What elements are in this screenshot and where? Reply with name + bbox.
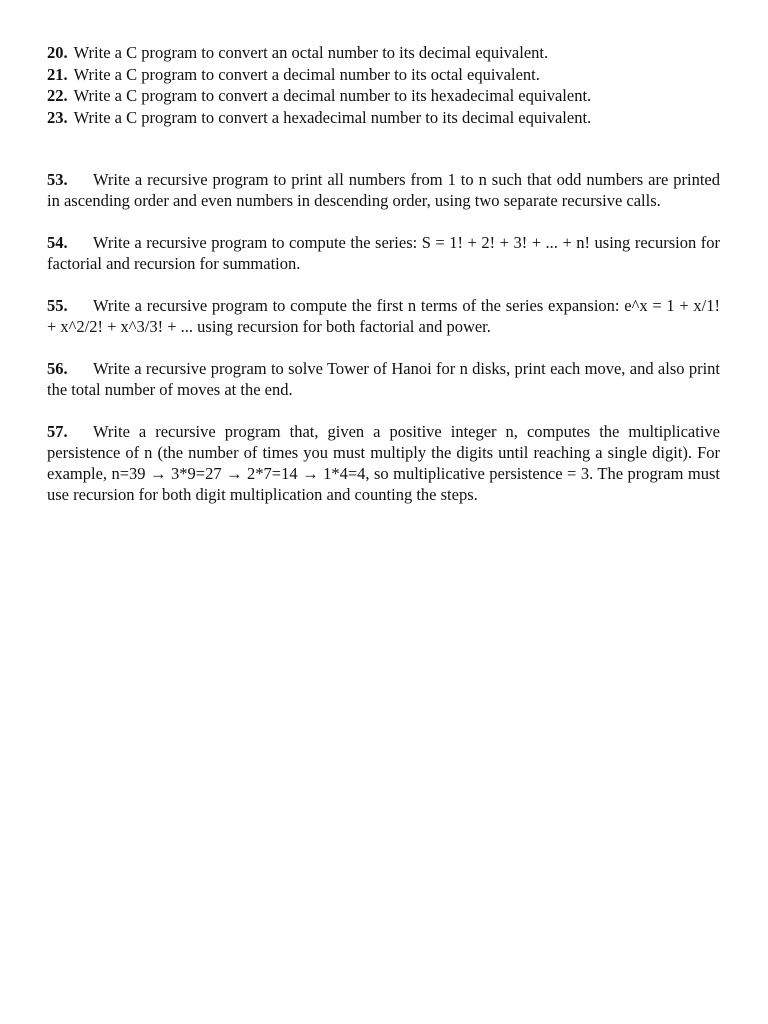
list-item: [47, 42, 720, 64]
item-text: Write a C program to convert an octal number to its decimal equivalent.: [73, 43, 549, 62]
problem-text: Write a recursive program to compute the first n terms of the series expansion: e^x = 1 + x/1! + x^2/2! + x^3/3! + ... using recursion for both factorial and power.: [47, 296, 720, 336]
item-text: Write a C program to convert a decimal number to its octal equivalent.: [73, 64, 540, 84]
recursion-problem-list: [47, 169, 720, 505]
problem-number: 57.: [47, 422, 68, 441]
problem-paragraph: [47, 358, 720, 400]
problem-text: Write a recursive program to print all numbers from 1 to n such that odd numbers are printed in ascending order and even numbers in descending order, using two separate recursive calls.: [47, 170, 720, 210]
problem-paragraph: [47, 421, 720, 505]
list-item: [47, 107, 720, 129]
list-item: [47, 85, 720, 107]
problem-paragraph: [47, 169, 720, 211]
item-text: Write a C program to convert a hexadecimal number to its decimal equivalent.: [73, 107, 592, 127]
problem-number: 53.: [47, 170, 68, 189]
problem-number: 54.: [47, 233, 68, 252]
list-item: [47, 64, 720, 86]
conversion-exercise-list: [47, 42, 720, 128]
item-text: Write a C program to convert a decimal number to its hexadecimal equivalent.: [73, 86, 592, 105]
problem-number: 55.: [47, 296, 68, 315]
item-number: 21.: [47, 64, 68, 84]
problem-text: Write a recursive program to solve Tower of Hanoi for n disks, print each move, and also print the total number of moves at the end.: [47, 359, 720, 399]
problem-text: Write a recursive program that, given a positive integer n, computes the multiplicative persistence of n (the number of times you must multiply the digits until reaching a single digit). For example, n=39 → 3*9=27 → 2*7=14 → 1*4=4, so multiplicative persistence = 3. The program must use recursion for both digit multiplication and counting the steps.: [47, 422, 720, 504]
item-number: 22.: [47, 86, 68, 105]
problem-paragraph: [47, 295, 720, 337]
problem-number: 56.: [47, 359, 68, 378]
problem-paragraph: [47, 232, 720, 274]
item-number: 20.: [47, 43, 68, 62]
item-number: 23.: [47, 107, 68, 127]
problem-text: Write a recursive program to compute the series: S = 1! + 2! + 3! + ... + n! using recursion for factorial and recursion for summation.: [47, 233, 720, 273]
document-page: [47, 42, 720, 526]
